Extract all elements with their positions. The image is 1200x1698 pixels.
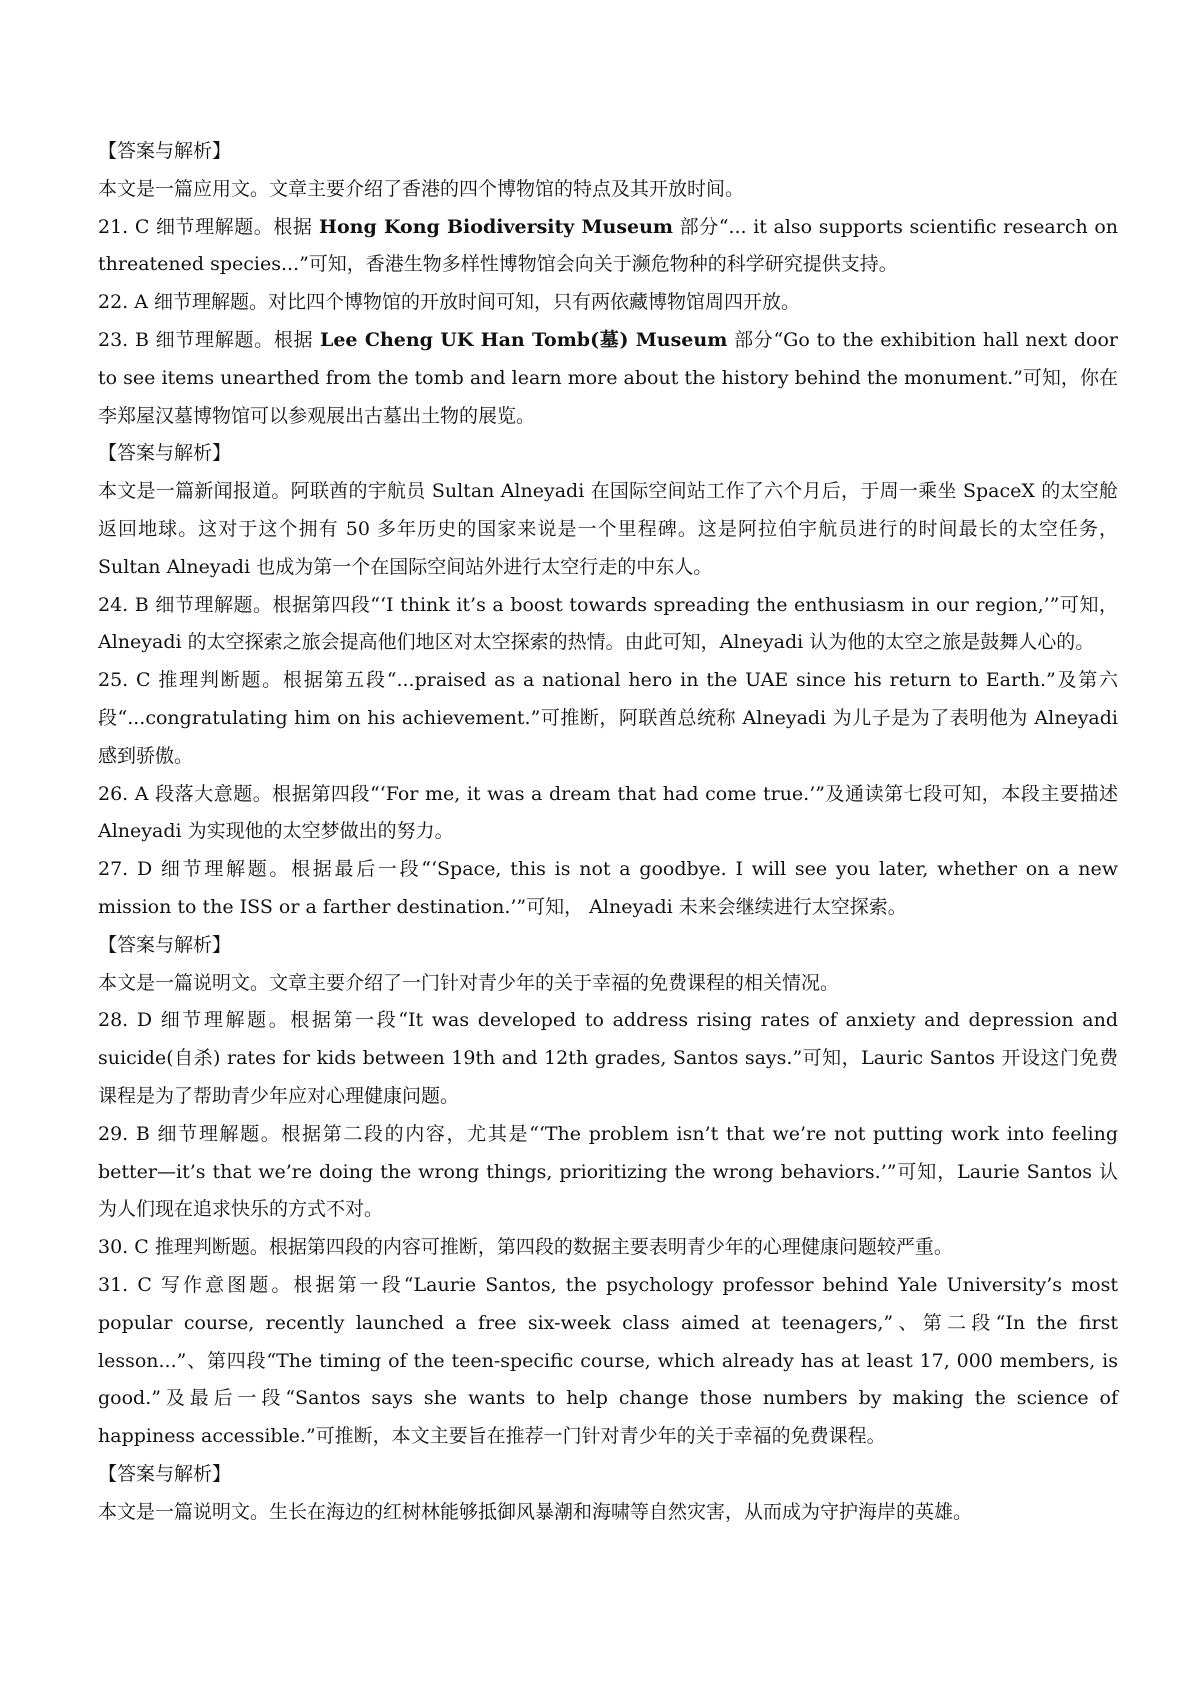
section-heading: 【答案与解析】 xyxy=(98,933,232,956)
section-intro: 本文是一篇说明文。文章主要介绍了一门针对青少年的关于幸福的免费课程的相关情况。 xyxy=(98,971,840,994)
answer-section xyxy=(98,435,1118,926)
answer-item-30 xyxy=(98,1229,1118,1267)
section-intro: 本文是一篇说明文。生长在海边的红树林能够抵御风暴潮和海啸等自然灾害，从而成为守护海岸的英雄。 xyxy=(98,1500,973,1523)
answer-section xyxy=(98,133,1118,435)
answer-text: 21. C 细节理解题。根据 xyxy=(98,215,320,238)
answer-section xyxy=(98,927,1118,1456)
answer-item-26 xyxy=(98,776,1118,852)
answer-text: 26. A 段落大意题。根据第四段“‘For me, it was a dream that had come true.’”及通读第七段可知，本段主要描述 Alneyadi 为实现他的太空梦做出的努力。 xyxy=(98,782,1118,843)
answer-text: 29. B 细节理解题。根据第二段的内容，尤其是“‘The problem isn’t that we’re not putting work into feeling better—it’s that we’re doing the wrong things, prioritizing the wrong behaviors.’”可知，Laurie Santos 认为人们现在追求快乐的方式不对。 xyxy=(98,1122,1118,1221)
answer-bold-text: Hong Kong Biodiversity Museum xyxy=(319,215,674,238)
answer-text: 部分“Go to the exhibition hall next door to see items unearthed from the tomb and learn more about the history behind the monument.”可知，你在李郑屋汉墓博物馆可以参观展出古墓出土物的展览。 xyxy=(98,328,1118,427)
answer-item-29 xyxy=(98,1116,1118,1229)
answer-text: 22. A 细节理解题。对比四个博物馆的开放时间可知，只有两依藏博物馆周四开放。 xyxy=(98,291,801,314)
section-intro: 本文是一篇新闻报道。阿联酋的宇航员 Sultan Alneyadi 在国际空间站工作了六个月后，于周一乘坐 SpaceX 的太空舱返回地球。这对于这个拥有 50 多年历史的国家来说是一个里程碑。这是阿拉伯宇航员进行的时间最长的太空任务，Sultan Alneyadi 也成为第一个在国际空间站外进行太空行走的中东人。 xyxy=(98,480,1118,578)
section-intro: 本文是一篇应用文。文章主要介绍了香港的四个博物馆的特点及其开放时间。 xyxy=(98,177,745,200)
answer-section xyxy=(98,1456,1118,1532)
answer-text: 30. C 推理判断题。根据第四段的内容可推断，第四段的数据主要表明青少年的心理健康问题较严重。 xyxy=(98,1236,953,1259)
answer-text: 31. C 写作意图题。根据第一段“Laurie Santos, the psychology professor behind Yale University’s most popular course, recently launched a free six-week class aimed at teenagers,”、第二段“In the first lesson...”、第四段“The timing of the teen-specific course, which already has at least 17, 000 members, is good.”及最后一段“Santos says she wants to help change those numbers by making the science of happiness accessible.”可推断，本文主要旨在推荐一门针对青少年的关于幸福的免费课程。 xyxy=(98,1273,1118,1448)
answer-text: 23. B 细节理解题。根据 xyxy=(98,328,320,351)
answer-text: 部分“... it also supports scientific research on threatened species...”可知，香港生物多样性博物馆会向关于濒危物种的科学研究提供支持。 xyxy=(98,215,1118,276)
answer-item-21 xyxy=(98,209,1118,285)
answer-text: 25. C 推理判断题。根据第五段“...praised as a national hero in the UAE since his return to Earth.”及第六段“...congratulating him on his achievement.”可推断，阿联酋总统称 Alneyadi 为儿子是为了表明他为 Alneyadi 感到骄傲。 xyxy=(98,669,1118,767)
answer-bold-text: Lee Cheng UK Han Tomb(墓) Museum xyxy=(319,328,728,351)
section-heading: 【答案与解析】 xyxy=(98,442,232,465)
answer-item-23 xyxy=(98,322,1118,435)
section-heading: 【答案与解析】 xyxy=(98,140,232,162)
answer-item-27 xyxy=(98,851,1118,927)
document-page xyxy=(98,133,1118,1531)
answer-text: 28. D 细节理解题。根据第一段“It was developed to address rising rates of anxiety and depression and suicide(自杀) rates for kids between 19th and 12th grades, Santos says.”可知，Lauric Santos 开设这门免费课程是为了帮助青少年应对心理健康问题。 xyxy=(98,1009,1118,1107)
answer-item-25 xyxy=(98,662,1118,775)
answer-text: 24. B 细节理解题。根据第四段“‘I think it’s a boost towards spreading the enthusiasm in our region,’”可知，Alneyadi 的太空探索之旅会提高他们地区对太空探索的热情。由此可知，Alneyadi 认为他的太空之旅是鼓舞人心的。 xyxy=(98,593,1118,654)
answer-item-28 xyxy=(98,1002,1118,1115)
answer-item-31 xyxy=(98,1267,1118,1456)
answer-item-22 xyxy=(98,284,1118,322)
answer-item-24 xyxy=(98,587,1118,663)
section-heading: 【答案与解析】 xyxy=(98,1462,232,1485)
answer-text: 27. D 细节理解题。根据最后一段“‘Space, this is not a goodbye. I will see you later, whether on a new mission to the ISS or a farther destination.’”可知， Alneyadi 未来会继续进行太空探索。 xyxy=(98,858,1118,918)
